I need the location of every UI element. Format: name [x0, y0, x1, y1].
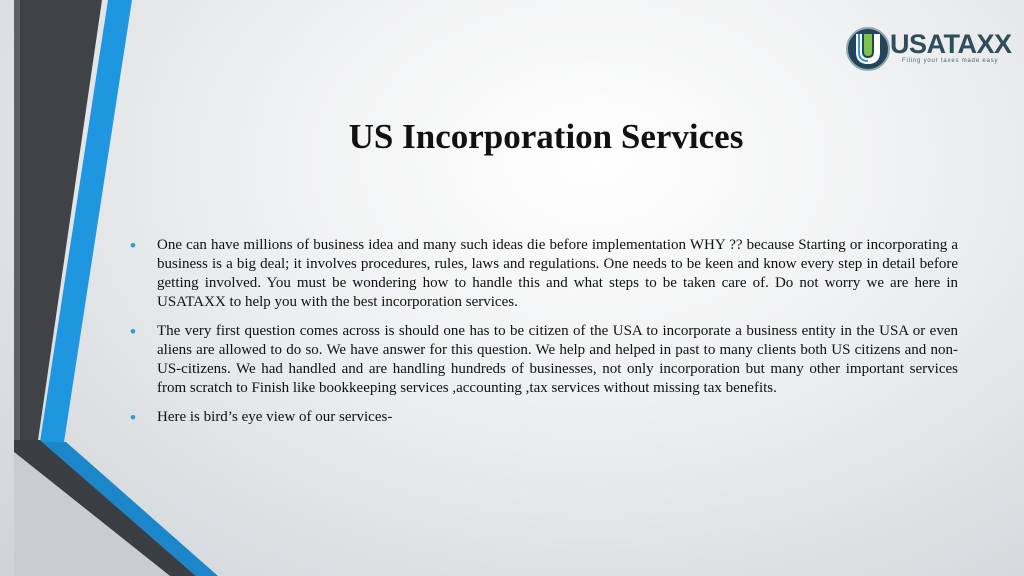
bullet-item [130, 236, 958, 312]
usataxx-logo [846, 26, 1018, 74]
bullet-dot-icon: • [130, 322, 136, 341]
bullet-item [130, 408, 958, 427]
logo-tagline: Filing your taxes made easy [902, 58, 999, 64]
dark-stripe-left [14, 0, 20, 440]
bullet-item [130, 322, 958, 398]
bullet-list [130, 236, 958, 437]
logo-u-emblem [846, 26, 890, 72]
bullet-dot-icon: • [130, 236, 136, 255]
bullet-text: Here is bird’s eye view of our services- [157, 409, 393, 425]
logo-brand-text: USATAXX [890, 29, 1012, 59]
bullet-text: The very first question comes across is should one has to be citizen of the USA to incorporate a business entity in the USA or even aliens are allowed to do so. We have answer for this question. We help and helped in past to many clients both US citizens and non-US-citizens. We had handled and are handling hundreds of businesses, not only incorporation but many other important services from scratch to Finish like bookkeeping services ,accounting ,tax services without missing tax benefits. [157, 323, 958, 396]
bullet-text: One can have millions of business idea and many such ideas die before implementation WHY ?? because Starting or incorporating a business is a big deal; it involves procedures, rules, laws and regulations. One needs to be keen and know every step in detail before getting involved. You must be wondering how to handle this and what steps to be taken care of. Do not worry we are here in USATAXX to help you with the best incorporation services. [157, 237, 958, 310]
bullet-dot-icon: • [130, 408, 136, 427]
slide-title: US Incorporation Services [348, 117, 744, 156]
